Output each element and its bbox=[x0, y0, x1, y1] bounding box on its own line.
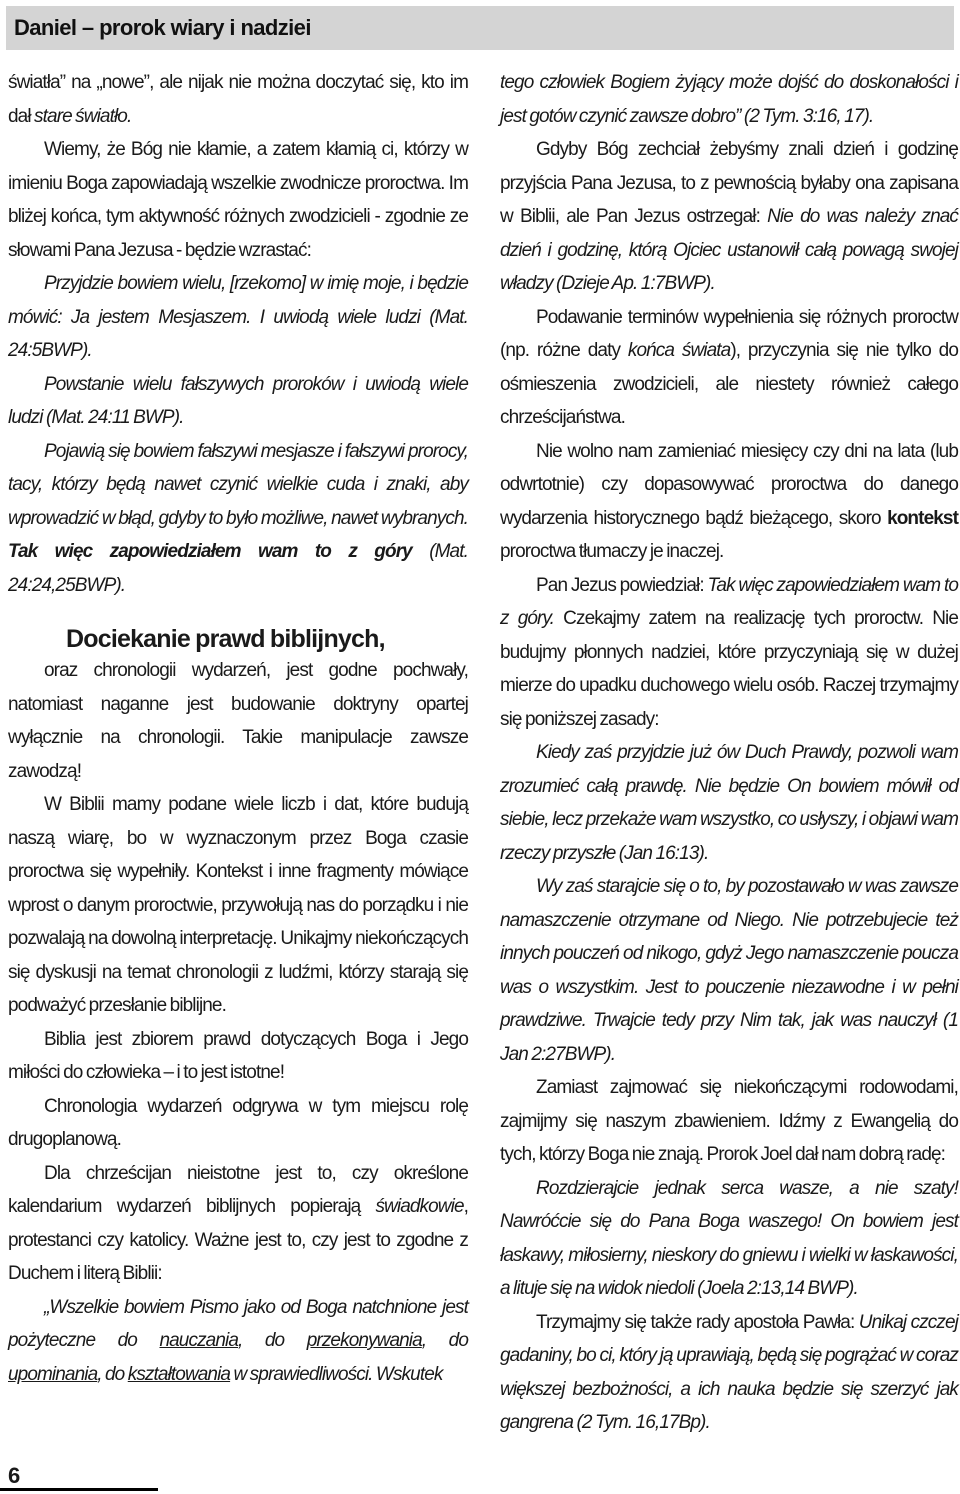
text-run: świadkowie bbox=[375, 1196, 464, 1217]
quote: Wy zaś starajcie się o to, by pozostawało w was zawsze namaszczenie otrzymane od Niego. Nie potrzebujecie też innych pouczeń od nikogo, gdyż Jego namaszczenie poucza was o wszystkim. Jest to pouczenie niezawodne i w pełni prawdziwe. Trwajcie tedy przy Nim tak, jak was nauczył (1 Jan 2:27BWP). bbox=[500, 876, 958, 1065]
paragraph bbox=[500, 1306, 958, 1440]
text-run: końca świata bbox=[627, 340, 731, 361]
quote: Kiedy zaś przyjdzie już ów Duch Prawdy, pozwoli wam zrozumieć całą prawdę. Nie będzie On bowiem mówił od siebie, lecz przekaże wam wszystko, co usłyszy, i objawi wam rzeczy przyszłe (Jan 16:13). bbox=[500, 742, 958, 864]
text-run: stare światło. bbox=[34, 105, 132, 127]
right-column bbox=[500, 66, 958, 1440]
paragraph: Zamiast zajmować się niekończącymi rodowodami, zajmijmy się naszym zbawieniem. Idźmy z Ewangelią do tych, którzy Boga nie znają. Prorok Joel dał nam dobrą radę: bbox=[500, 1077, 958, 1165]
quote bbox=[8, 435, 468, 603]
text-run: (Mat. 24:24,25BWP). bbox=[8, 541, 468, 596]
page-number: 6 bbox=[8, 1463, 21, 1488]
text-run: kontekst bbox=[887, 507, 958, 529]
text-run: w sprawiedliwości. Wskutek bbox=[230, 1363, 443, 1385]
text-run: , protestanci czy katolicy. Ważne jest to, czy jest to zgodne z Duchem i literą Biblii: bbox=[8, 1196, 468, 1284]
section-heading: Dociekanie prawd biblijnych, bbox=[66, 625, 385, 653]
paragraph bbox=[500, 301, 958, 435]
page-header bbox=[6, 6, 954, 50]
text-run: proroctwa tłumaczy je inaczej. bbox=[500, 541, 724, 562]
page-header-title: Daniel – prorok wiary i nadziei bbox=[14, 15, 311, 40]
paragraph bbox=[500, 133, 958, 301]
paragraph bbox=[500, 435, 958, 569]
paragraph bbox=[8, 1157, 468, 1291]
text-run: , do bbox=[97, 1363, 128, 1385]
text-run: Dla chrześcijan nieistotne jest to, czy określone kalendarium wydarzeń biblijnych popierają bbox=[8, 1162, 468, 1217]
quote: tego człowiek Bogiem żyjący może dojść do doskonałości i jest gotów czynić zawsze dobro” (2 Tym. 3:16, 17). bbox=[500, 72, 958, 127]
paragraph bbox=[500, 569, 958, 737]
quote: Rozdzierajcie jednak serca wasze, a nie szaty! Nawróćcie się do Pana Boga waszego! On bowiem jest łaskawy, miłosierny, nieskory do gniewu i wielki w łaskawości, a lituje się na widok niedoli (Joela 2:13,14 BWP). bbox=[500, 1177, 958, 1299]
paragraph: W Biblii mamy podane wiele liczb i dat, które budują naszą wiarę, bo w wyznaczonym przez Boga czasie proroctwa się wypełniły. Kontekst i inne fragmenty mówiące wprost o danym proroctwie, przywołują nas do porządku i nie pozwalają na dowolną interpretację. Unikajmy niekończących się dyskusji na temat chronologii z ludźmi, którzy starają się podważyć przesłanie biblijne. bbox=[8, 794, 468, 1016]
paragraph: oraz chronologii wydarzeń, jest godne pochwały, natomiast naganne jest budowanie doktryny opartej wyłącznie na chronologii. Takie manipulacje zawsze zawodzą! bbox=[8, 660, 468, 782]
text-run: kształtowania bbox=[127, 1363, 231, 1385]
paragraph: Biblia jest zbiorem prawd dotyczących Boga i Jego miłości do człowieka – i to jest istotne! bbox=[8, 1028, 468, 1083]
quote: Przyjdzie bowiem wielu, [rzekomo] w imię moje, i będzie mówić: Ja jestem Mesjaszem. I uwiodą wiele ludzi (Mat. 24:5BWP). bbox=[8, 273, 468, 361]
text-run: Gdyby Bóg zechciał żebyśmy znali dzień i godzinę przyjścia Pana Jezusa, to z pewnością byłaby ona zapisana w Biblii, ale Pan Jezus ostrzegał: bbox=[500, 139, 958, 227]
quote: Powstanie wielu fałszywych proroków i uwiodą wiele ludzi (Mat. 24:11 BWP). bbox=[8, 373, 468, 428]
text-run: przekonywania bbox=[306, 1330, 422, 1351]
paragraph: Chronologia wydarzeń odgrywa w tym miejscu rolę drugoplanową. bbox=[8, 1095, 468, 1150]
footer-rule bbox=[0, 1488, 158, 1491]
text-run: ), przyczynia się nie tylko do ośmieszenia zwodzicieli, ale niestety również całego chrześcijaństwa. bbox=[500, 340, 958, 428]
paragraph bbox=[8, 66, 468, 133]
text-run: nauczania bbox=[159, 1330, 238, 1351]
text-run: Tak więc zapowiedziałem wam to z góry. bbox=[500, 574, 958, 629]
text-run: Trzymajmy się także rady apostoła Pawła: bbox=[536, 1311, 859, 1333]
left-column bbox=[8, 66, 468, 1391]
text-run: Tak więc zapowiedziałem wam to z góry bbox=[8, 541, 412, 562]
text-run: Pojawią się bowiem fałszywi mesjasze i fałszywi prorocy, tacy, którzy będą nawet czynić wielkie cuda i znaki, aby wprowadzić w błąd, gdyby to było możliwe, nawet wybranych. bbox=[8, 440, 468, 529]
text-run: Pan Jezus powiedział: bbox=[536, 574, 708, 596]
quote bbox=[8, 1291, 468, 1392]
text-run: upominania bbox=[8, 1363, 98, 1385]
text-run: światła” na „nowe”, ale nijak nie można doczytać się, kto im dał bbox=[8, 72, 468, 127]
text-run: Czekajmy zatem na realizację tych proroctw. Nie budujmy płonnych nadziei, które przyczyniają się w dużej mierze do upadku duchowego wielu osób. Raczej trzymajmy się poniższej zasady: bbox=[500, 608, 958, 730]
text-run: Podawanie terminów wypełnienia się różnych proroctw (np. różne daty bbox=[500, 306, 958, 361]
text-run: „Wszelkie bowiem Pismo jako od Boga natchnione jest pożyteczne do bbox=[8, 1296, 468, 1351]
paragraph: Wiemy, że Bóg nie kłamie, a zatem kłamią ci, którzy w imieniu Boga zapowiadają wszelkie zwodnicze proroctwa. Im bliżej końca, tym aktywność różnych zwodzicieli - zgodnie ze słowami Pana Jezusa - będzie wzrastać: bbox=[8, 139, 468, 261]
text-run: , do bbox=[238, 1330, 307, 1351]
text-run: , do bbox=[421, 1330, 468, 1351]
text-run: Unikaj czczej gadaniny, bo ci, który ją uprawiają, będą się pogrążać w coraz większej bezbożności, a ich nauka będzie się szerzyć jak gangrena (2 Tym. 16,17Bp). bbox=[500, 1311, 958, 1433]
text-run: Nie wolno nam zamieniać miesięcy czy dni na lata (lub odwrtotnie) czy dopasowywać proroctwa do danego wydarzenia historycznego bądź bieżącego, skoro bbox=[500, 440, 958, 529]
text-run: Nie do was należy znać dzień i godzinę, którą Ojciec ustanowił całą powagą swojej władzy (Dzieje Ap. 1:7BWP). bbox=[500, 206, 958, 294]
